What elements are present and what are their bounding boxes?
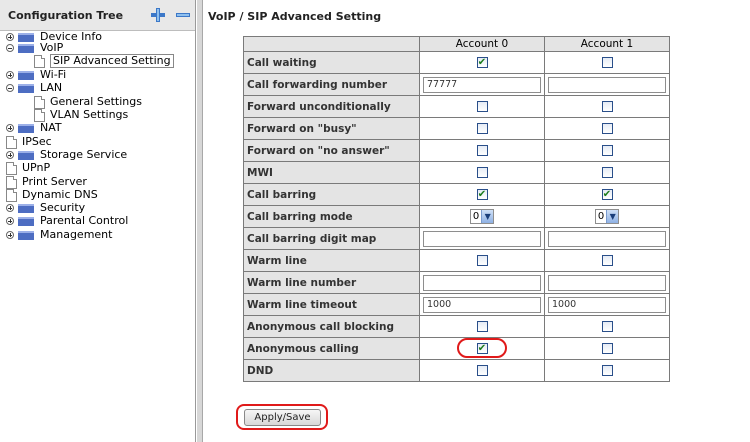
cell-account-1: [545, 184, 670, 206]
row-forward-on-no-answer: [244, 140, 670, 162]
forward-on-busy-checkbox-account-1[interactable]: [602, 123, 613, 134]
tree-item-lan[interactable]: [6, 81, 62, 95]
sip-settings-table: [243, 36, 670, 382]
select-value: 0: [472, 211, 480, 222]
warm-line-number-input-account-1[interactable]: [548, 275, 666, 291]
tree-item-label: IPSec: [22, 135, 52, 148]
cell-account-1: [545, 228, 670, 250]
call-barring-mode-select-account-1[interactable]: [595, 209, 619, 224]
tree-item-security[interactable]: [6, 201, 85, 215]
collapse-toggle-icon[interactable]: [6, 84, 14, 92]
tree-item-voip[interactable]: [6, 41, 63, 55]
tree-title: Configuration Tree: [8, 8, 124, 22]
cell-account-0: [420, 74, 545, 96]
apply-save-button[interactable]: Apply/Save: [244, 409, 321, 426]
tree-item-label: Wi-Fi: [40, 68, 67, 81]
folder-icon: [18, 84, 34, 93]
row-call-barring-mode: [244, 206, 670, 228]
warm-line-checkbox-account-1[interactable]: [602, 255, 613, 266]
expand-toggle-icon[interactable]: [6, 71, 14, 79]
page-title: VoIP / SIP Advanced Setting: [208, 10, 382, 23]
tree-item-general-settings[interactable]: [34, 95, 142, 109]
tree-item-vlan-settings[interactable]: [34, 108, 128, 122]
cell-account-0: [420, 360, 545, 382]
minus-icon[interactable]: [176, 8, 190, 22]
row-label: DND: [244, 360, 420, 382]
anonymous-calling-checkbox-account-1[interactable]: [602, 343, 613, 354]
plus-icon[interactable]: [151, 8, 165, 22]
header-blank-cell: [244, 37, 420, 52]
cell-account-1: [545, 294, 670, 316]
row-anonymous-call-blocking: [244, 316, 670, 338]
expand-toggle-icon[interactable]: [6, 231, 14, 239]
call-barring-digit-map-input-account-0[interactable]: [423, 231, 541, 247]
dnd-checkbox-account-0[interactable]: [477, 365, 488, 376]
tree-item-label: LAN: [40, 81, 63, 94]
row-label: Forward on "no answer": [244, 140, 420, 162]
tree-item-ipsec[interactable]: [6, 135, 52, 149]
mwi-checkbox-account-0[interactable]: [477, 167, 488, 178]
tree-item-upnp[interactable]: [6, 161, 50, 175]
tree-item-label: General Settings: [50, 95, 142, 108]
tree-item-label: Device Info: [40, 30, 102, 43]
row-forward-on-busy: [244, 118, 670, 140]
main-content: [204, 0, 750, 442]
cell-account-1: [545, 74, 670, 96]
call-barring-mode-select-account-0[interactable]: [470, 209, 494, 224]
forward-unconditionally-checkbox-account-1[interactable]: [602, 101, 613, 112]
row-warm-line-number: [244, 272, 670, 294]
folder-icon: [18, 204, 34, 213]
mwi-checkbox-account-1[interactable]: [602, 167, 613, 178]
cell-account-1: [545, 250, 670, 272]
row-mwi: [244, 162, 670, 184]
tree-item-label: VLAN Settings: [50, 108, 129, 121]
row-label: Call waiting: [244, 52, 420, 74]
tree-item-label: VoIP: [40, 41, 64, 54]
folder-icon: [18, 44, 34, 53]
cell-account-1: [545, 338, 670, 360]
row-call-forwarding-number: [244, 74, 670, 96]
cell-account-1: [545, 96, 670, 118]
row-label: Call barring: [244, 184, 420, 206]
cell-account-1: [545, 272, 670, 294]
call-forwarding-number-input-account-1[interactable]: [548, 77, 666, 93]
highlight-anonymous-calling: [457, 338, 507, 358]
tree-item-label: Management: [40, 228, 113, 241]
cell-account-0: [420, 294, 545, 316]
page-icon: [34, 55, 45, 68]
anonymous-call-blocking-checkbox-account-1[interactable]: [602, 321, 613, 332]
tree-item-label: UPnP: [22, 161, 51, 174]
forward-unconditionally-checkbox-account-0[interactable]: [477, 101, 488, 112]
tree-item-nat[interactable]: [6, 121, 62, 135]
cell-account-0: [420, 140, 545, 162]
warm-line-number-input-account-0[interactable]: [423, 275, 541, 291]
tree-item-print-server[interactable]: [6, 175, 87, 189]
folder-icon: [18, 217, 34, 226]
chevron-down-icon[interactable]: ▼: [481, 210, 493, 223]
cell-account-1: [545, 140, 670, 162]
cell-account-0: [420, 96, 545, 118]
cell-account-1: [545, 360, 670, 382]
cell-account-1: [545, 162, 670, 184]
cell-account-1: [545, 206, 670, 228]
expand-toggle-icon[interactable]: [6, 204, 14, 212]
call-barring-checkbox-account-1[interactable]: ✔: [602, 189, 612, 200]
cell-account-1: [545, 316, 670, 338]
column-header-account-1: Account 1: [545, 37, 670, 52]
row-warm-line: [244, 250, 670, 272]
row-dnd: [244, 360, 670, 382]
configuration-tree-panel: [0, 0, 196, 442]
call-waiting-checkbox-account-1[interactable]: [602, 57, 613, 68]
expand-toggle-icon[interactable]: [6, 124, 14, 132]
tree-item-wi-fi[interactable]: [6, 68, 66, 82]
forward-on-busy-checkbox-account-0[interactable]: [477, 123, 488, 134]
row-call-barring-digit-map: [244, 228, 670, 250]
tree-item-label: Storage Service: [40, 148, 128, 161]
warm-line-checkbox-account-0[interactable]: [477, 255, 488, 266]
tree-item-dynamic-dns[interactable]: [6, 188, 98, 202]
page-icon: [6, 176, 17, 189]
cell-account-1: [545, 118, 670, 140]
expand-toggle-icon[interactable]: [6, 217, 14, 225]
row-call-barring: [244, 184, 670, 206]
row-call-waiting: [244, 52, 670, 74]
expand-toggle-icon[interactable]: [6, 151, 14, 159]
row-label: Warm line: [244, 250, 420, 272]
folder-icon: [18, 71, 34, 80]
cell-account-0: [420, 228, 545, 250]
tree-item-label: Dynamic DNS: [22, 188, 98, 201]
row-label: Warm line number: [244, 272, 420, 294]
cell-account-0: [420, 162, 545, 184]
cell-account-0: [420, 184, 545, 206]
page-icon: [34, 96, 45, 109]
tree-item-management[interactable]: [6, 228, 112, 242]
cell-account-0: [420, 52, 545, 74]
folder-icon: [18, 151, 34, 160]
row-label: Anonymous call blocking: [244, 316, 420, 338]
tree-item-storage-service[interactable]: [6, 148, 127, 162]
row-label: Call barring digit map: [244, 228, 420, 250]
row-label: Anonymous calling: [244, 338, 420, 360]
select-value: 0: [597, 211, 605, 222]
tree-item-label: Print Server: [22, 175, 87, 188]
row-label: Warm line timeout: [244, 294, 420, 316]
row-label: Forward unconditionally: [244, 96, 420, 118]
panel-splitter[interactable]: [197, 0, 203, 442]
cell-account-0: [420, 272, 545, 294]
forward-on-no-answer-checkbox-account-1[interactable]: [602, 145, 613, 156]
row-forward-unconditionally: [244, 96, 670, 118]
page-icon: [6, 162, 17, 175]
warm-line-timeout-input-account-1[interactable]: 1000: [548, 297, 666, 313]
tree-item-label: NAT: [40, 121, 62, 134]
row-warm-line-timeout: [244, 294, 670, 316]
tree-item-label: Security: [40, 201, 86, 214]
tree-header: [0, 0, 195, 31]
page-icon: [34, 109, 45, 122]
chevron-down-icon[interactable]: ▼: [606, 210, 618, 223]
tree-item-label: SIP Advanced Setting: [50, 54, 174, 68]
call-forwarding-number-input-account-0[interactable]: 77777: [423, 77, 541, 93]
row-label: MWI: [244, 162, 420, 184]
folder-icon: [18, 231, 34, 240]
column-header-account-0: Account 0: [420, 37, 545, 52]
anonymous-calling-checkbox-account-0[interactable]: ✔: [477, 343, 487, 354]
forward-on-no-answer-checkbox-account-0[interactable]: [477, 145, 488, 156]
page-icon: [6, 189, 17, 202]
collapse-toggle-icon[interactable]: [6, 44, 14, 52]
cell-account-1: [545, 52, 670, 74]
tree-item-sip-advanced-setting[interactable]: [34, 54, 174, 68]
expand-toggle-icon[interactable]: [6, 33, 14, 41]
row-label: Call barring mode: [244, 206, 420, 228]
call-barring-checkbox-account-0[interactable]: ✔: [477, 189, 487, 200]
cell-account-0: [420, 250, 545, 272]
anonymous-call-blocking-checkbox-account-0[interactable]: [477, 321, 488, 332]
tree-item-label: Parental Control: [40, 214, 129, 227]
table-header-row: [244, 37, 670, 52]
call-barring-digit-map-input-account-1[interactable]: [548, 231, 666, 247]
dnd-checkbox-account-1[interactable]: [602, 365, 613, 376]
page-icon: [6, 136, 17, 149]
cell-account-0: [420, 316, 545, 338]
row-label: Forward on "busy": [244, 118, 420, 140]
warm-line-timeout-input-account-0[interactable]: 1000: [423, 297, 541, 313]
folder-icon: [18, 124, 34, 133]
cell-account-0: [420, 118, 545, 140]
highlight-apply-save: [236, 404, 328, 430]
call-waiting-checkbox-account-0[interactable]: ✔: [477, 57, 487, 68]
cell-account-0: [420, 206, 545, 228]
tree-item-parental-control[interactable]: [6, 214, 128, 228]
row-label: Call forwarding number: [244, 74, 420, 96]
